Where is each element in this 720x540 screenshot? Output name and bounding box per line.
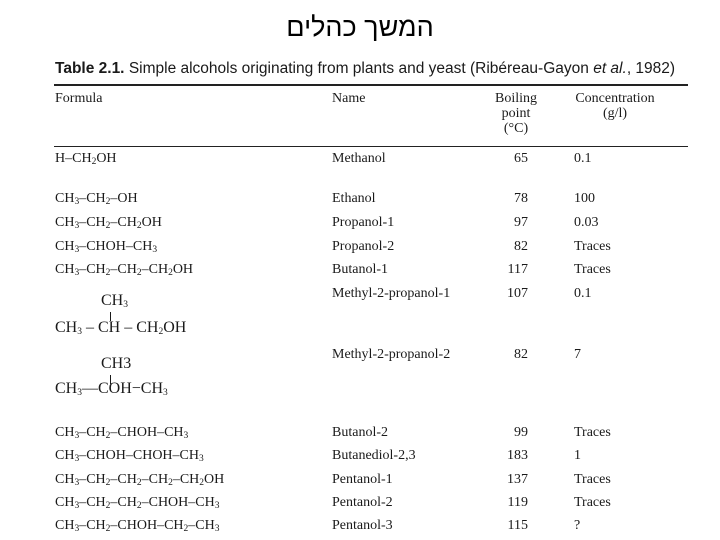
boiling-point-cell: 183	[507, 448, 528, 463]
table-row	[0, 518, 720, 538]
boiling-point-cell: 119	[507, 495, 528, 510]
concentration-cell: Traces	[574, 472, 611, 487]
slide-title: המשך כהלים	[286, 12, 434, 42]
header-bp-line2: point	[501, 106, 531, 121]
name-cell: Pentanol-1	[332, 472, 393, 487]
table-row	[0, 472, 720, 492]
boiling-point-cell: 78	[514, 191, 528, 206]
formula-cell: $CH_3-CH_2-CH_2-CH_2OH$	[55, 262, 194, 278]
formula-cell: $CH_3-CH_2-OH$	[55, 191, 138, 207]
name-cell: Propanol-1	[332, 215, 395, 230]
table-row	[0, 215, 720, 235]
caption-label: Table 2.1.	[55, 60, 125, 77]
main-chain: $CH_3—COH-CH_3$	[55, 380, 168, 398]
boiling-point-cell: 82	[514, 239, 528, 254]
name-cell: Butanediol-2,3	[332, 448, 416, 463]
table-row	[0, 151, 720, 171]
name-cell: Methyl-2-propanol-1	[332, 286, 451, 301]
header-formula: Formula	[55, 91, 103, 106]
name-cell: Butanol-2	[332, 425, 388, 440]
caption-year: , 1982)	[626, 60, 676, 77]
name-cell: Methanol	[332, 151, 386, 166]
formula-cell: $CH_3-CHOH-CHOH-CH_3$	[55, 448, 204, 464]
header-bp-line3: (°C)	[503, 121, 529, 136]
caption-text: Simple alcohols originating from plants and yeast (Ribéreau-Gayon	[128, 60, 589, 77]
main-chain: $CH_3$ – CH – $CH_2OH$	[55, 319, 187, 337]
header-conc-line2: (g/l)	[602, 106, 628, 121]
header-name: Name	[332, 91, 366, 106]
name-cell: Pentanol-3	[332, 518, 393, 533]
table-row	[0, 191, 720, 211]
formula-cell: $CH_3-CH_2-CH_2-CHOH-CH_3$	[55, 495, 220, 511]
table-row	[0, 262, 720, 282]
name-cell: Propanol-2	[332, 239, 395, 254]
header-concentration	[572, 91, 658, 121]
boiling-point-cell: 65	[514, 151, 528, 166]
concentration-cell: 7	[574, 347, 581, 362]
table-header-rule	[54, 146, 688, 147]
caption-etal: et al.	[593, 60, 627, 77]
methyl-branch: $CH_3$	[101, 292, 128, 310]
concentration-cell: Traces	[574, 495, 611, 510]
boiling-point-cell: 82	[514, 347, 528, 362]
boiling-point-cell: 97	[514, 215, 528, 230]
boiling-point-cell: 107	[507, 286, 528, 301]
name-cell: Ethanol	[332, 191, 376, 206]
formula-cell: $CH_3-CH_2-CH_2OH$	[55, 215, 162, 231]
header-bp-line1: Boiling	[494, 91, 537, 106]
table-top-rule	[54, 84, 688, 86]
concentration-cell: Traces	[574, 425, 611, 440]
concentration-cell: 0.03	[574, 215, 599, 230]
concentration-cell: Traces	[574, 239, 611, 254]
concentration-cell: 0.1	[574, 286, 592, 301]
concentration-cell: Traces	[574, 262, 611, 277]
concentration-cell: ?	[574, 518, 581, 533]
formula-cell: $CH_3-CH_2-CHOH-CH_3$	[55, 425, 189, 441]
name-cell: Methyl-2-propanol-2	[332, 347, 451, 362]
table-row	[0, 425, 720, 445]
table-row	[0, 448, 720, 468]
formula-cell: $CH_3-CHOH-CH_3$	[55, 239, 158, 255]
table-caption	[55, 60, 695, 78]
boiling-point-cell: 117	[507, 262, 528, 277]
header-conc-line1: Concentration	[575, 91, 655, 106]
header-boiling-point	[488, 91, 544, 136]
name-cell: Pentanol-2	[332, 495, 393, 510]
table-row	[0, 495, 720, 515]
boiling-point-cell: 115	[507, 518, 528, 533]
concentration-cell: 1	[574, 448, 581, 463]
concentration-cell: 100	[574, 191, 595, 206]
formula-cell: $H-CH_2OH$	[55, 151, 117, 167]
name-cell: Butanol-1	[332, 262, 388, 277]
boiling-point-cell: 99	[514, 425, 528, 440]
boiling-point-cell: 137	[507, 472, 528, 487]
formula-cell: $CH_3-CH_2-CH_2-CH_2-CH_2OH$	[55, 472, 225, 488]
concentration-cell: 0.1	[574, 151, 592, 166]
table-row	[0, 239, 720, 259]
methyl-branch: CH3	[101, 355, 132, 372]
formula-cell: $CH_3-CH_2-CHOH-CH_2-CH_3$	[55, 518, 220, 534]
